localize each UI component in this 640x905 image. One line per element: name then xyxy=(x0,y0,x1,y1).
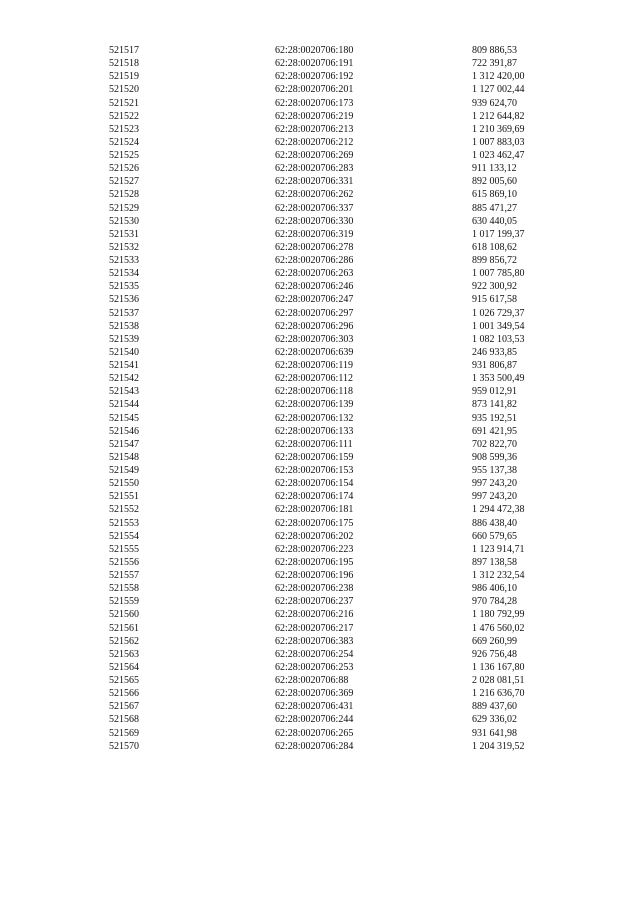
table-row xyxy=(109,727,552,740)
table-row xyxy=(109,674,552,687)
table-body xyxy=(109,44,552,753)
table-row xyxy=(109,83,552,96)
cadastral-number-cell: 62:28:0020706:223 xyxy=(275,543,354,555)
row-number-cell: 521521 xyxy=(109,97,139,109)
cadastral-number-cell: 62:28:0020706:216 xyxy=(275,609,354,621)
cadastral-value-cell: 955 137,38 xyxy=(472,465,517,476)
cadastral-number-cell: 62:28:0020706:269 xyxy=(275,150,354,161)
row-number-cell: 521523 xyxy=(109,123,139,135)
row-number-cell: 521534 xyxy=(109,268,139,280)
table-row xyxy=(109,293,552,306)
cadastral-value-cell: 1 353 500,49 xyxy=(472,373,525,385)
table-row xyxy=(109,241,552,254)
table-row xyxy=(109,412,552,425)
row-number-cell: 521548 xyxy=(109,451,139,463)
cadastral-number-cell: 62:28:0020706:383 xyxy=(275,635,354,647)
cadastral-number-cell: 62:28:0020706:296 xyxy=(275,320,354,332)
row-number-cell: 521569 xyxy=(109,727,139,739)
table-row xyxy=(109,359,552,372)
table-row xyxy=(109,477,552,490)
cadastral-value-cell: 1 312 420,00 xyxy=(472,71,525,83)
cadastral-number-cell: 62:28:0020706:369 xyxy=(275,688,354,700)
cadastral-value-cell: 911 133,12 xyxy=(472,163,517,175)
cadastral-number-cell: 62:28:0020706:237 xyxy=(275,596,354,608)
row-number-cell: 521546 xyxy=(109,425,139,437)
table-row xyxy=(109,202,552,215)
row-number-cell: 521541 xyxy=(109,360,139,371)
row-number-cell: 521568 xyxy=(109,714,139,726)
row-number-cell: 521536 xyxy=(109,294,139,306)
row-number-cell: 521563 xyxy=(109,648,139,660)
cadastral-value-cell: 809 886,53 xyxy=(472,45,517,56)
cadastral-number-cell: 62:28:0020706:202 xyxy=(275,530,354,542)
row-number-cell: 521544 xyxy=(109,399,139,411)
cadastral-value-cell: 1 017 199,37 xyxy=(472,228,525,240)
cadastral-number-cell: 62:28:0020706:132 xyxy=(275,412,354,424)
table-row xyxy=(109,635,552,648)
cadastral-value-cell: 1 026 729,37 xyxy=(472,307,525,319)
cadastral-number-cell: 62:28:0020706:174 xyxy=(275,491,354,503)
cadastral-value-cell: 897 138,58 xyxy=(472,556,517,568)
table-row xyxy=(109,320,552,333)
cadastral-number-cell: 62:28:0020706:319 xyxy=(275,228,354,240)
cadastral-number-cell: 62:28:0020706:284 xyxy=(275,740,354,752)
table-row xyxy=(109,425,552,438)
cadastral-value-cell: 1 312 232,54 xyxy=(472,570,525,581)
cadastral-value-cell: 669 260,99 xyxy=(472,635,517,647)
cadastral-number-cell: 62:28:0020706:283 xyxy=(275,163,354,175)
cadastral-value-cell: 2 028 081,51 xyxy=(472,675,525,686)
cadastral-number-cell: 62:28:0020706:219 xyxy=(275,110,354,122)
table-row xyxy=(109,97,552,110)
cadastral-value-cell: 997 243,20 xyxy=(472,491,517,503)
table-row xyxy=(109,438,552,451)
cadastral-value-cell: 915 617,58 xyxy=(472,294,517,306)
table-row xyxy=(109,267,552,280)
table-row xyxy=(109,175,552,188)
row-number-cell: 521558 xyxy=(109,583,139,595)
cadastral-value-cell: 691 421,95 xyxy=(472,425,517,437)
cadastral-value-cell: 615 869,10 xyxy=(472,189,517,201)
table-row xyxy=(109,464,552,477)
cadastral-number-cell: 62:28:0020706:639 xyxy=(275,346,354,358)
table-row xyxy=(109,503,552,516)
cadastral-value-cell: 908 599,36 xyxy=(472,451,517,463)
cadastral-value-cell: 722 391,87 xyxy=(472,58,517,70)
cadastral-value-cell: 892 005,60 xyxy=(472,176,517,188)
table-row xyxy=(109,700,552,713)
cadastral-number-cell: 62:28:0020706:337 xyxy=(275,202,354,214)
table-row xyxy=(109,517,552,530)
table-row xyxy=(109,556,552,569)
cadastral-value-cell: 629 336,02 xyxy=(472,714,517,726)
cadastral-value-cell: 899 856,72 xyxy=(472,255,517,266)
cadastral-value-cell: 931 806,87 xyxy=(472,360,517,371)
cadastral-value-cell: 873 141,82 xyxy=(472,399,517,411)
table-row xyxy=(109,228,552,241)
table-row xyxy=(109,215,552,228)
row-number-cell: 521528 xyxy=(109,189,139,201)
row-number-cell: 521533 xyxy=(109,255,139,266)
row-number-cell: 521517 xyxy=(109,45,139,56)
cadastral-value-cell: 1 123 914,71 xyxy=(472,543,525,555)
table-row xyxy=(109,582,552,595)
row-number-cell: 521525 xyxy=(109,150,139,161)
cadastral-number-cell: 62:28:0020706:217 xyxy=(275,622,354,634)
row-number-cell: 521537 xyxy=(109,307,139,319)
table-row xyxy=(109,661,552,674)
table-row xyxy=(109,307,552,320)
table-row xyxy=(109,162,552,175)
table-row xyxy=(109,123,552,136)
row-number-cell: 521518 xyxy=(109,58,139,70)
cadastral-value-cell: 926 756,48 xyxy=(472,648,517,660)
row-number-cell: 521522 xyxy=(109,110,139,122)
cadastral-number-cell: 62:28:0020706:278 xyxy=(275,241,354,253)
cadastral-value-cell: 935 192,51 xyxy=(472,412,517,424)
table-row xyxy=(109,372,552,385)
row-number-cell: 521539 xyxy=(109,333,139,345)
cadastral-number-cell: 62:28:0020706:154 xyxy=(275,478,354,490)
row-number-cell: 521530 xyxy=(109,215,139,227)
cadastral-value-cell: 986 406,10 xyxy=(472,583,517,595)
row-number-cell: 521553 xyxy=(109,517,139,529)
cadastral-number-cell: 62:28:0020706:201 xyxy=(275,84,354,96)
cadastral-value-cell: 970 784,28 xyxy=(472,596,517,608)
table-row xyxy=(109,595,552,608)
row-number-cell: 521555 xyxy=(109,543,139,555)
cadastral-number-cell: 62:28:0020706:119 xyxy=(275,360,353,371)
row-number-cell: 521526 xyxy=(109,163,139,175)
cadastral-number-cell: 62:28:0020706:196 xyxy=(275,570,354,581)
cadastral-number-cell: 62:28:0020706:112 xyxy=(275,373,353,385)
cadastral-value-cell: 1 180 792,99 xyxy=(472,609,525,621)
cadastral-value-cell: 1 001 349,54 xyxy=(472,320,525,332)
cadastral-number-cell: 62:28:0020706:180 xyxy=(275,45,354,56)
row-number-cell: 521561 xyxy=(109,622,139,634)
cadastral-value-cell: 885 471,27 xyxy=(472,202,517,214)
cadastral-value-cell: 939 624,70 xyxy=(472,97,517,109)
row-number-cell: 521532 xyxy=(109,241,139,253)
table-row xyxy=(109,608,552,621)
cadastral-value-cell: 1 476 560,02 xyxy=(472,622,525,634)
cadastral-number-cell: 62:28:0020706:246 xyxy=(275,281,354,293)
cadastral-value-cell: 1 204 319,52 xyxy=(472,740,525,752)
table-row xyxy=(109,648,552,661)
row-number-cell: 521562 xyxy=(109,635,139,647)
cadastral-number-cell: 62:28:0020706:254 xyxy=(275,648,354,660)
cadastral-number-cell: 62:28:0020706:159 xyxy=(275,451,354,463)
table-row xyxy=(109,713,552,726)
row-number-cell: 521545 xyxy=(109,412,139,424)
table-row xyxy=(109,149,552,162)
cadastral-number-cell: 62:28:0020706:88 xyxy=(275,675,349,686)
row-number-cell: 521524 xyxy=(109,136,139,148)
table-row xyxy=(109,451,552,464)
table-row xyxy=(109,569,552,582)
cadastral-value-cell: 922 300,92 xyxy=(472,281,517,293)
row-number-cell: 521529 xyxy=(109,202,139,214)
cadastral-number-cell: 62:28:0020706:262 xyxy=(275,189,354,201)
row-number-cell: 521547 xyxy=(109,438,139,450)
cadastral-value-table xyxy=(109,44,552,753)
cadastral-number-cell: 62:28:0020706:212 xyxy=(275,136,354,148)
row-number-cell: 521549 xyxy=(109,465,139,476)
table-row xyxy=(109,346,552,359)
cadastral-number-cell: 62:28:0020706:139 xyxy=(275,399,354,411)
cadastral-number-cell: 62:28:0020706:330 xyxy=(275,215,354,227)
table-row xyxy=(109,398,552,411)
row-number-cell: 521567 xyxy=(109,701,139,713)
cadastral-value-cell: 1 007 883,03 xyxy=(472,136,525,148)
table-row xyxy=(109,136,552,149)
row-number-cell: 521550 xyxy=(109,478,139,490)
row-number-cell: 521556 xyxy=(109,556,139,568)
cadastral-value-cell: 660 579,65 xyxy=(472,530,517,542)
row-number-cell: 521527 xyxy=(109,176,139,188)
row-number-cell: 521557 xyxy=(109,570,139,581)
cadastral-number-cell: 62:28:0020706:286 xyxy=(275,255,354,266)
table-row xyxy=(109,110,552,123)
cadastral-number-cell: 62:28:0020706:238 xyxy=(275,583,354,595)
row-number-cell: 521552 xyxy=(109,504,139,516)
table-row xyxy=(109,530,552,543)
cadastral-number-cell: 62:28:0020706:181 xyxy=(275,504,354,516)
row-number-cell: 521554 xyxy=(109,530,139,542)
row-number-cell: 521519 xyxy=(109,71,139,83)
table-row xyxy=(109,280,552,293)
cadastral-number-cell: 62:28:0020706:153 xyxy=(275,465,354,476)
cadastral-number-cell: 62:28:0020706:133 xyxy=(275,425,354,437)
cadastral-number-cell: 62:28:0020706:431 xyxy=(275,701,354,713)
row-number-cell: 521543 xyxy=(109,386,139,398)
cadastral-value-cell: 959 012,91 xyxy=(472,386,517,398)
row-number-cell: 521520 xyxy=(109,84,139,96)
row-number-cell: 521540 xyxy=(109,346,139,358)
cadastral-value-cell: 618 108,62 xyxy=(472,241,517,253)
table-row xyxy=(109,254,552,267)
table-row xyxy=(109,543,552,556)
cadastral-value-cell: 931 641,98 xyxy=(472,727,517,739)
row-number-cell: 521559 xyxy=(109,596,139,608)
cadastral-value-cell: 1 210 369,69 xyxy=(472,123,525,135)
row-number-cell: 521560 xyxy=(109,609,139,621)
cadastral-value-cell: 702 822,70 xyxy=(472,438,517,450)
table-row xyxy=(109,740,552,753)
table-row xyxy=(109,622,552,635)
row-number-cell: 521564 xyxy=(109,661,139,673)
row-number-cell: 521538 xyxy=(109,320,139,332)
table-row xyxy=(109,687,552,700)
cadastral-number-cell: 62:28:0020706:191 xyxy=(275,58,354,70)
cadastral-value-cell: 1 082 103,53 xyxy=(472,333,525,345)
row-number-cell: 521531 xyxy=(109,228,139,240)
cadastral-number-cell: 62:28:0020706:247 xyxy=(275,294,354,306)
cadastral-value-cell: 1 136 167,80 xyxy=(472,661,525,673)
cadastral-value-cell: 246 933,85 xyxy=(472,346,517,358)
cadastral-number-cell: 62:28:0020706:111 xyxy=(275,438,353,450)
cadastral-number-cell: 62:28:0020706:192 xyxy=(275,71,354,83)
row-number-cell: 521565 xyxy=(109,675,139,686)
row-number-cell: 521570 xyxy=(109,740,139,752)
cadastral-value-cell: 1 294 472,38 xyxy=(472,504,525,516)
cadastral-number-cell: 62:28:0020706:175 xyxy=(275,517,354,529)
table-row xyxy=(109,70,552,83)
row-number-cell: 521535 xyxy=(109,281,139,293)
cadastral-value-cell: 889 437,60 xyxy=(472,701,517,713)
cadastral-value-cell: 1 007 785,80 xyxy=(472,268,525,280)
table-row xyxy=(109,385,552,398)
cadastral-number-cell: 62:28:0020706:244 xyxy=(275,714,354,726)
table-row xyxy=(109,44,552,57)
cadastral-number-cell: 62:28:0020706:263 xyxy=(275,268,354,280)
table-row xyxy=(109,333,552,346)
cadastral-value-cell: 630 440,05 xyxy=(472,215,517,227)
cadastral-value-cell: 997 243,20 xyxy=(472,478,517,490)
row-number-cell: 521551 xyxy=(109,491,139,503)
cadastral-number-cell: 62:28:0020706:331 xyxy=(275,176,354,188)
table-row xyxy=(109,188,552,201)
cadastral-number-cell: 62:28:0020706:118 xyxy=(275,386,353,398)
cadastral-value-cell: 1 212 644,82 xyxy=(472,110,525,122)
cadastral-number-cell: 62:28:0020706:253 xyxy=(275,661,354,673)
table-row xyxy=(109,57,552,70)
table-row xyxy=(109,490,552,503)
cadastral-number-cell: 62:28:0020706:297 xyxy=(275,307,354,319)
cadastral-number-cell: 62:28:0020706:265 xyxy=(275,727,354,739)
cadastral-number-cell: 62:28:0020706:173 xyxy=(275,97,354,109)
cadastral-value-cell: 886 438,40 xyxy=(472,517,517,529)
cadastral-number-cell: 62:28:0020706:303 xyxy=(275,333,354,345)
row-number-cell: 521542 xyxy=(109,373,139,385)
cadastral-number-cell: 62:28:0020706:195 xyxy=(275,556,354,568)
cadastral-value-cell: 1 023 462,47 xyxy=(472,150,525,161)
cadastral-number-cell: 62:28:0020706:213 xyxy=(275,123,354,135)
cadastral-value-cell: 1 127 002,44 xyxy=(472,84,525,96)
row-number-cell: 521566 xyxy=(109,688,139,700)
cadastral-value-cell: 1 216 636,70 xyxy=(472,688,525,700)
